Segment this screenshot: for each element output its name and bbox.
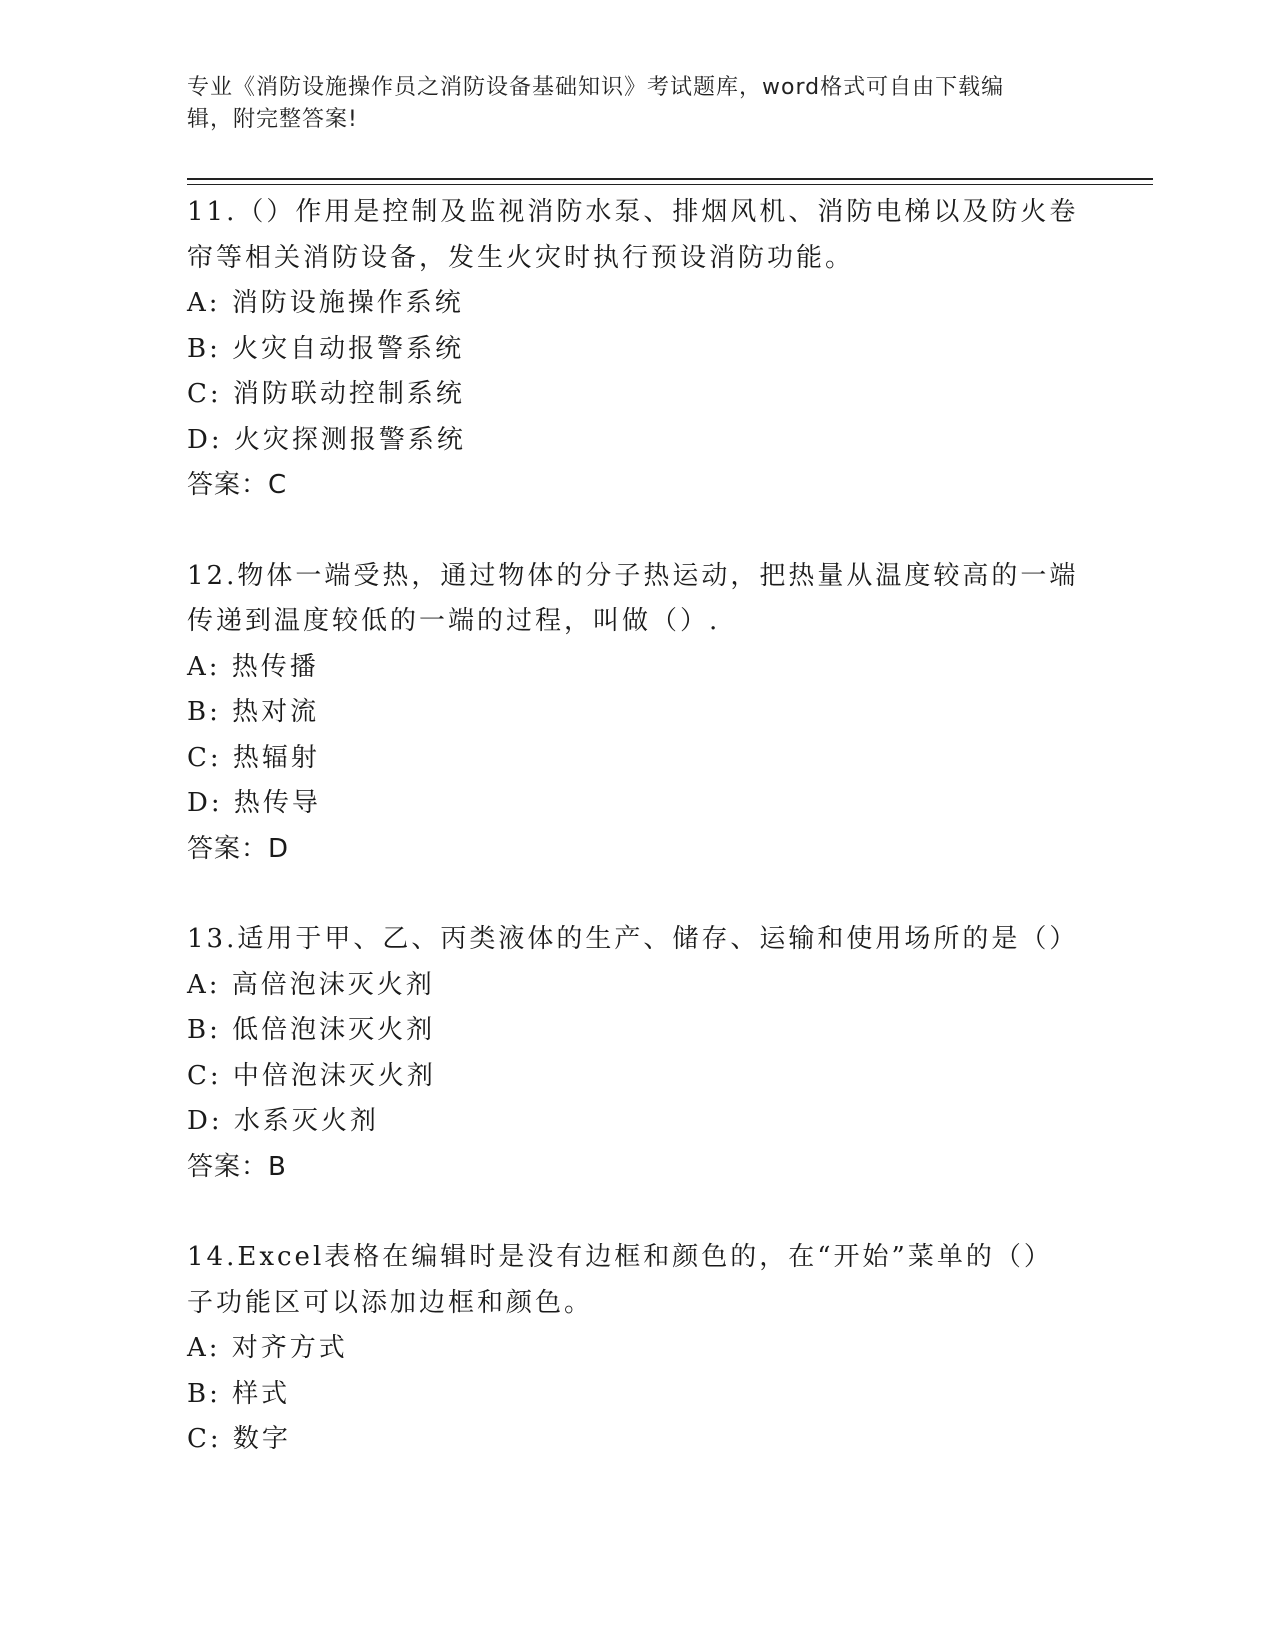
option-a: A: 消防设施操作系统: [187, 288, 464, 318]
answer-line: 答案：D: [187, 833, 290, 864]
answer-line: 答案：B: [187, 1151, 287, 1182]
question-text: 13.适用于甲、乙、丙类液体的生产、储存、运输和使用场所的是（）: [187, 924, 1079, 954]
answer-line: 答案：C: [187, 470, 288, 500]
option-d: D: 火灾探测报警系统: [187, 424, 466, 455]
option-a: A: 对齐方式: [187, 1333, 348, 1363]
question-text: 帘等相关消防设备，发生火灾时执行预设消防功能。: [187, 242, 855, 273]
option-c: C: 消防联动控制系统: [187, 379, 465, 409]
option-d: D: 热传导: [187, 788, 321, 818]
header-line-1: 专业《消防设施操作员之消防设备基础知识》考试题库，word格式可自由下载编: [187, 75, 1005, 100]
question-item: [187, 190, 1087, 509]
option-b: B: 低倍泡沫灭火剂: [187, 1015, 436, 1045]
option-b: B: 样式: [187, 1378, 291, 1409]
document-header: [187, 72, 1067, 136]
question-list: [187, 190, 1087, 1508]
question-text: 12.物体一端受热，通过物体的分子热运动，把热量从温度较高的一端: [187, 560, 1079, 591]
question-text: 14.Excel表格在编辑时是没有边框和颜色的，在“开始”菜单的（）: [187, 1242, 1053, 1272]
question-text: 子功能区可以添加边框和颜色。: [187, 1287, 594, 1318]
option-a: A: 热传播: [187, 651, 319, 682]
question-item: [187, 917, 1087, 1190]
option-a: A: 高倍泡沫灭火剂: [187, 969, 435, 1000]
header-divider-thick: [187, 178, 1153, 180]
option-d: D: 水系灭火剂: [187, 1106, 379, 1136]
question-text: 传递到温度较低的一端的过程，叫做（）.: [187, 606, 721, 636]
question-text: 11.（）作用是控制及监视消防水泵、排烟风机、消防电梯以及防火卷: [187, 197, 1079, 227]
header-line-2: 辑，附完整答案!: [187, 107, 358, 132]
option-c: C: 热辐射: [187, 742, 320, 773]
option-c: C: 中倍泡沫灭火剂: [187, 1060, 436, 1091]
option-b: B: 热对流: [187, 697, 320, 727]
question-item: [187, 1235, 1087, 1463]
option-c: C: 数字: [187, 1424, 291, 1454]
option-b: B: 火灾自动报警系统: [187, 333, 465, 364]
question-item: [187, 554, 1087, 873]
header-divider-thin: [187, 184, 1153, 185]
